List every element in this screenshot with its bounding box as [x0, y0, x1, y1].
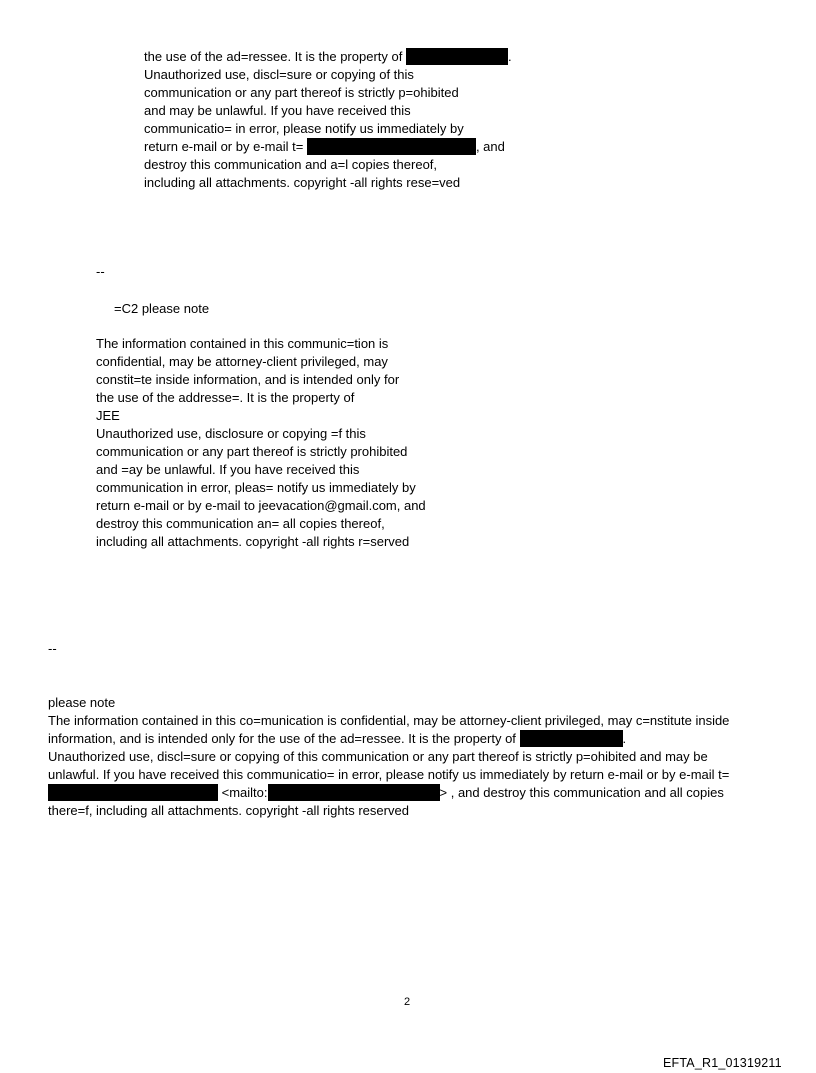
block2-line: return e-mail or by e-mail to jeevacation@gmail.com, and: [96, 498, 426, 513]
page-number: 2: [404, 996, 411, 1008]
block1-line-1: [144, 48, 512, 66]
block1-line-6: [144, 138, 505, 156]
block1-line-4: and may be unlawful. If you have received this: [144, 103, 411, 118]
block3-line-5: [48, 784, 724, 802]
block3-heading: please note: [48, 695, 116, 710]
block2-line: confidential, may be attorney-client privileged, may: [96, 354, 388, 369]
block3-line-2-tail: .: [622, 731, 627, 746]
block3-line-2: [48, 730, 626, 748]
block1-line-6-tail: , and: [475, 139, 505, 154]
block2-line: constit=te inside information, and is intended only for: [96, 372, 400, 387]
block1-line-2: Unauthorized use, discl=sure or copying of this: [144, 67, 414, 82]
block3-line-5-tail: > , and destroy this communication and all copies: [439, 785, 724, 800]
block2-heading: =C2 please note: [114, 301, 210, 316]
block3-line-6: there=f, including all attachments. copyright -all rights reserved: [48, 803, 409, 818]
block2-line: The information contained in this communic=tion is: [96, 336, 389, 351]
block1-line-5: communicatio= in error, please notify us immediately by: [144, 121, 464, 136]
separator-1: --: [96, 264, 105, 279]
block1-line-8: including all attachments. copyright -all rights rese=ved: [144, 175, 461, 190]
block2-line: communication in error, pleas= notify us immediately by: [96, 480, 416, 495]
block3-line-4: unlawful. If you have received this communicatio= in error, please notify us immediately by return e-mail or by e-mail t=: [48, 767, 730, 782]
block2-line: communication or any part thereof is strictly prohibited: [96, 444, 408, 459]
block1-line-1-text: the use of the ad=ressee. It is the property of: [144, 49, 403, 64]
block3-line-2-text: information, and is intended only for the use of the ad=ressee. It is the property of: [48, 731, 516, 746]
block1-line-3: communication or any part thereof is strictly p=ohibited: [144, 85, 459, 100]
block3-line-5-mailto: <mailto:: [221, 785, 268, 800]
block3-line-3: Unauthorized use, discl=sure or copying of this communication or any part thereof is strictly p=ohibited and may be: [48, 749, 708, 764]
block2-line: including all attachments. copyright -all rights r=served: [96, 534, 410, 549]
separator-2: --: [48, 641, 57, 656]
block1-line-1-tail: .: [507, 49, 512, 64]
block3-line-1: The information contained in this co=munication is confidential, may be attorney-client privileged, may c=nstitute inside: [48, 713, 730, 728]
redaction-box: [268, 784, 440, 801]
block2-line: the use of the addresse=. It is the property of: [96, 390, 355, 405]
redaction-box: [307, 138, 476, 155]
block2-line: and =ay be unlawful. If you have received this: [96, 462, 360, 477]
block2-line: Unauthorized use, disclosure or copying =f this: [96, 426, 366, 441]
redaction-box: [406, 48, 508, 65]
redaction-box: [520, 730, 623, 747]
block2-line: JEE: [96, 408, 120, 423]
document-id: EFTA_R1_01319211: [663, 1056, 782, 1070]
block2-line: destroy this communication an= all copies thereof,: [96, 516, 385, 531]
block1-line-6-text: return e-mail or by e-mail t=: [144, 139, 304, 154]
block1-line-7: destroy this communication and a=l copies thereof,: [144, 157, 438, 172]
redaction-box: [48, 784, 218, 801]
